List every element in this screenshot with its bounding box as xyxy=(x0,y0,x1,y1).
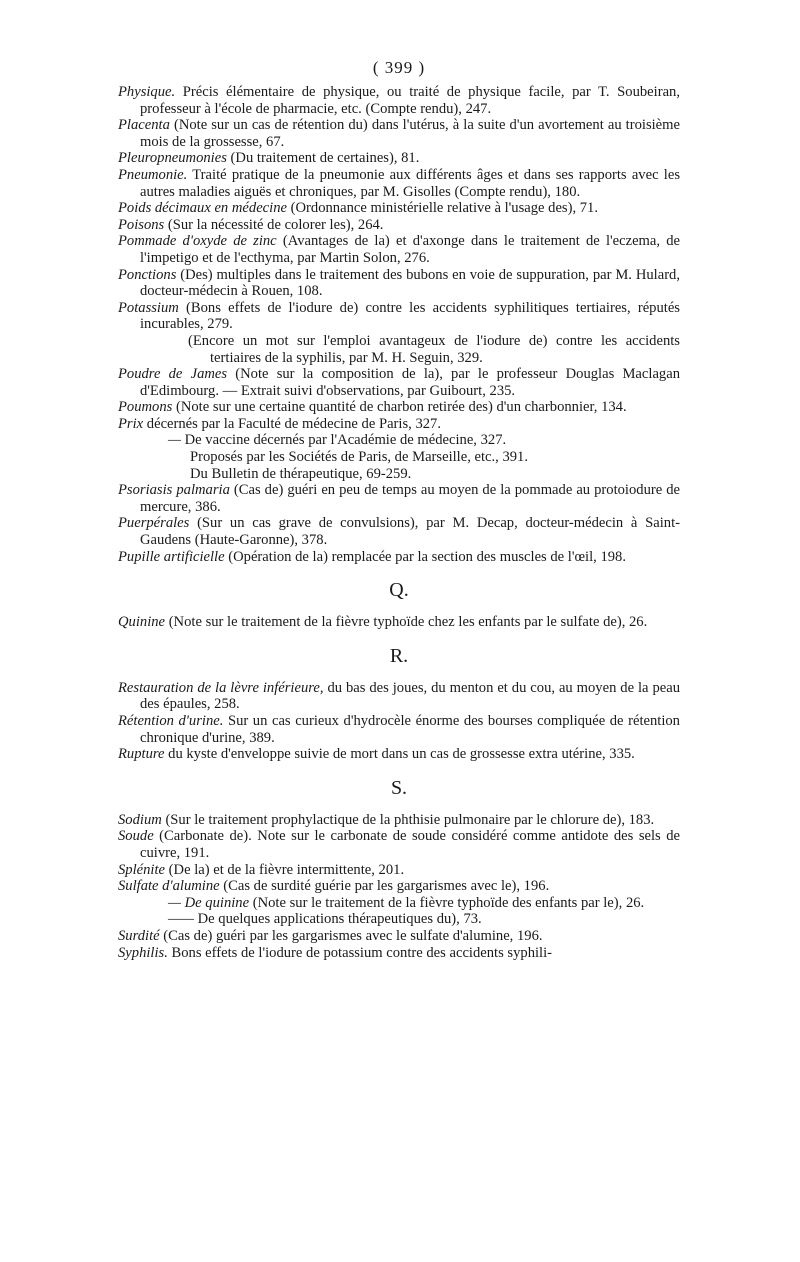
entry-text: (Cas de) guéri en peu de temps au moyen de la pommade au protoiodure de mercure, 386. xyxy=(140,482,681,515)
entry-text: (Sur un cas grave de convulsions), par M. Decap, docteur-médecin à Saint-Gaudens (Haute-Garonne), 378. xyxy=(140,515,680,549)
entry-text: Bons effets de l'iodure de potassium contre des accidents syphili- xyxy=(171,944,553,961)
index-entry xyxy=(118,466,680,483)
index-entry xyxy=(118,267,680,300)
entry-text: (Cas de surdité guérie par les gargarismes avec le), 196. xyxy=(223,878,550,895)
entry-text: (Note sur une certaine quantité de charbon retirée des) d'un charbonnier, 134. xyxy=(175,399,627,416)
entry-text: (Note sur un cas de rétention du) dans l'utérus, à la suite d'un avortement au troisième mois de la grossesse, 67. xyxy=(140,117,680,150)
index-entry xyxy=(118,878,680,895)
index-entry xyxy=(118,432,680,449)
entry-heading: Prix xyxy=(118,415,144,432)
index-entry xyxy=(118,200,680,217)
entry-heading: Pneumonie. xyxy=(118,166,188,183)
page-number: ( 399 ) xyxy=(372,58,426,77)
entry-heading: Poumons xyxy=(118,399,173,416)
index-entry xyxy=(118,945,680,962)
entry-heading: Ponctions xyxy=(118,266,177,283)
entry-heading: Placenta xyxy=(118,117,170,134)
index-page xyxy=(118,58,680,961)
index-entry xyxy=(118,150,680,167)
index-entry xyxy=(118,911,680,928)
entry-text: (Carbonate de). Note sur le carbonate de soude considéré comme antidote des sels de cuivre, 191. xyxy=(140,828,680,861)
entry-text: (Sur la nécessité de colorer les), 264. xyxy=(167,216,384,233)
entry-text: (De la) et de la fièvre intermittente, 201. xyxy=(168,861,405,878)
entry-text: (Bons effets de l'iodure de) contre les accidents syphilitiques tertiaires, réputés incurables, 279. xyxy=(140,299,680,333)
entry-heading: Pupille artificielle xyxy=(118,548,225,565)
entry-text: du kyste d'enveloppe suivie de mort dans un cas de grossesse extra utérine, 335. xyxy=(168,746,635,763)
entry-text: (Ordonnance ministérielle relative à l'usage des), 71. xyxy=(290,200,599,217)
entry-text: Traité pratique de la pneumonie aux différents âges et dans ses rapports avec les autres maladies aiguës et chroniques, par M. Gisolles (Compte rendu), 180. xyxy=(140,166,680,200)
entry-heading: Poisons xyxy=(118,216,165,233)
index-entry xyxy=(118,300,680,333)
entry-heading: Psoriasis palmaria xyxy=(118,482,230,499)
index-entry xyxy=(118,862,680,879)
entry-text: du bas des joues, du menton et du cou, au moyen de la peau des épaules, 258. xyxy=(140,679,680,713)
index-entry xyxy=(118,117,680,150)
index-entry xyxy=(118,167,680,200)
entry-heading: —— xyxy=(168,911,194,928)
index-entry xyxy=(118,399,680,416)
index-entry xyxy=(118,515,680,548)
section-letter: R. xyxy=(389,644,409,667)
entry-text: Sur un cas curieux d'hydrocèle énorme des bourses compliquée de rétention chronique d'urine, 389. xyxy=(140,713,680,746)
index-entry xyxy=(118,812,680,829)
entry-heading: Potassium xyxy=(118,299,179,316)
entry-text: (Opération de la) remplacée par la section des muscles de l'œil, 198. xyxy=(228,548,626,565)
index-entry xyxy=(118,333,680,366)
index-entry xyxy=(118,449,680,466)
entry-heading: Poids décimaux en médecine xyxy=(118,200,287,217)
index-entry xyxy=(118,713,680,746)
entry-text: Du Bulletin de thérapeutique, 69-259. xyxy=(190,465,412,482)
entry-heading: Quinine xyxy=(118,614,166,631)
index-entry xyxy=(118,828,680,861)
section-letter: S. xyxy=(390,776,408,799)
entry-heading: Rupture xyxy=(118,746,165,763)
entry-heading: Soude xyxy=(118,828,154,845)
entry-heading: Sodium xyxy=(118,811,162,828)
entry-text: (Avantages de la) et d'axonge dans le traitement de l'eczema, de l'impetigo et de l'ecthyma, par Martin Solon, 276. xyxy=(140,233,680,266)
entry-text: De vaccine décernés par l'Académie de médecine, 327. xyxy=(184,432,507,449)
index-sections xyxy=(118,84,680,961)
entry-heading: Syphilis. xyxy=(118,944,168,961)
entry-text: (Sur le traitement prophylactique de la phthisie pulmonaire par le chlorure de), 183. xyxy=(165,811,655,828)
entry-heading: Poudre de James xyxy=(118,366,228,383)
entry-text: Précis élémentaire de physique, ou traité de physique facile, par T. Soubeiran, professeur à l'école de pharmacie, etc. (Compte rendu), 247. xyxy=(140,84,680,117)
entry-heading: Rétention d'urine. xyxy=(118,713,224,729)
index-entry xyxy=(118,928,680,945)
index-entry xyxy=(118,746,680,763)
entry-heading: Sulfate d'alumine xyxy=(118,878,220,895)
entry-heading: Physique. xyxy=(118,84,176,100)
index-entry xyxy=(118,482,680,515)
entry-text: (Note sur le traitement de la fièvre typhoïde des enfants par le), 26. xyxy=(252,894,645,911)
index-entry xyxy=(118,549,680,566)
index-entry xyxy=(118,680,680,713)
index-entry xyxy=(118,84,680,117)
entry-heading: Puerpérales xyxy=(118,515,190,532)
index-entry xyxy=(118,895,680,912)
entry-heading: Splénite xyxy=(118,861,166,878)
entry-heading: Restauration de la lèvre inférieure, xyxy=(118,679,324,696)
entry-text: (Note sur la composition de la), par le professeur Douglas Maclagan d'Edimbourg. — Extrait suivi d'observations, par Guibourt, 235. xyxy=(140,366,680,399)
entry-heading: Pleuropneumonies xyxy=(118,150,227,167)
entry-heading: Pommade d'oxyde de zinc xyxy=(118,233,277,250)
index-entry xyxy=(118,217,680,234)
entry-text: (Note sur le traitement de la fièvre typhoïde chez les enfants par le sulfate de), 26. xyxy=(168,614,648,631)
entry-text: (Encore un mot sur l'emploi avantageux de l'iodure de) contre les accidents tertiaires de la syphilis, par M. H. Seguin, 329. xyxy=(188,332,680,366)
index-entry xyxy=(118,416,680,433)
entry-heading: — De quinine xyxy=(168,894,250,911)
entry-heading: — xyxy=(168,432,181,449)
entry-text: Proposés par les Sociétés de Paris, de Marseille, etc., 391. xyxy=(190,449,529,466)
entry-text: (Des) multiples dans le traitement des bubons en voie de suppuration, par M. Hulard, docteur-médecin à Rouen, 108. xyxy=(140,266,680,300)
section-letter: Q. xyxy=(389,579,409,602)
index-entry xyxy=(118,614,680,631)
entry-text: (Cas de) guéri par les gargarismes avec le sulfate d'alumine, 196. xyxy=(163,927,543,944)
index-entry xyxy=(118,366,680,399)
entry-text: décernés par la Faculté de médecine de Paris, 327. xyxy=(146,415,441,432)
entry-text: (Du traitement de certaines), 81. xyxy=(230,150,420,167)
entry-text: De quelques applications thérapeutiques du), 73. xyxy=(197,911,482,928)
entry-heading: Surdité xyxy=(118,927,160,944)
index-entry xyxy=(118,233,680,266)
